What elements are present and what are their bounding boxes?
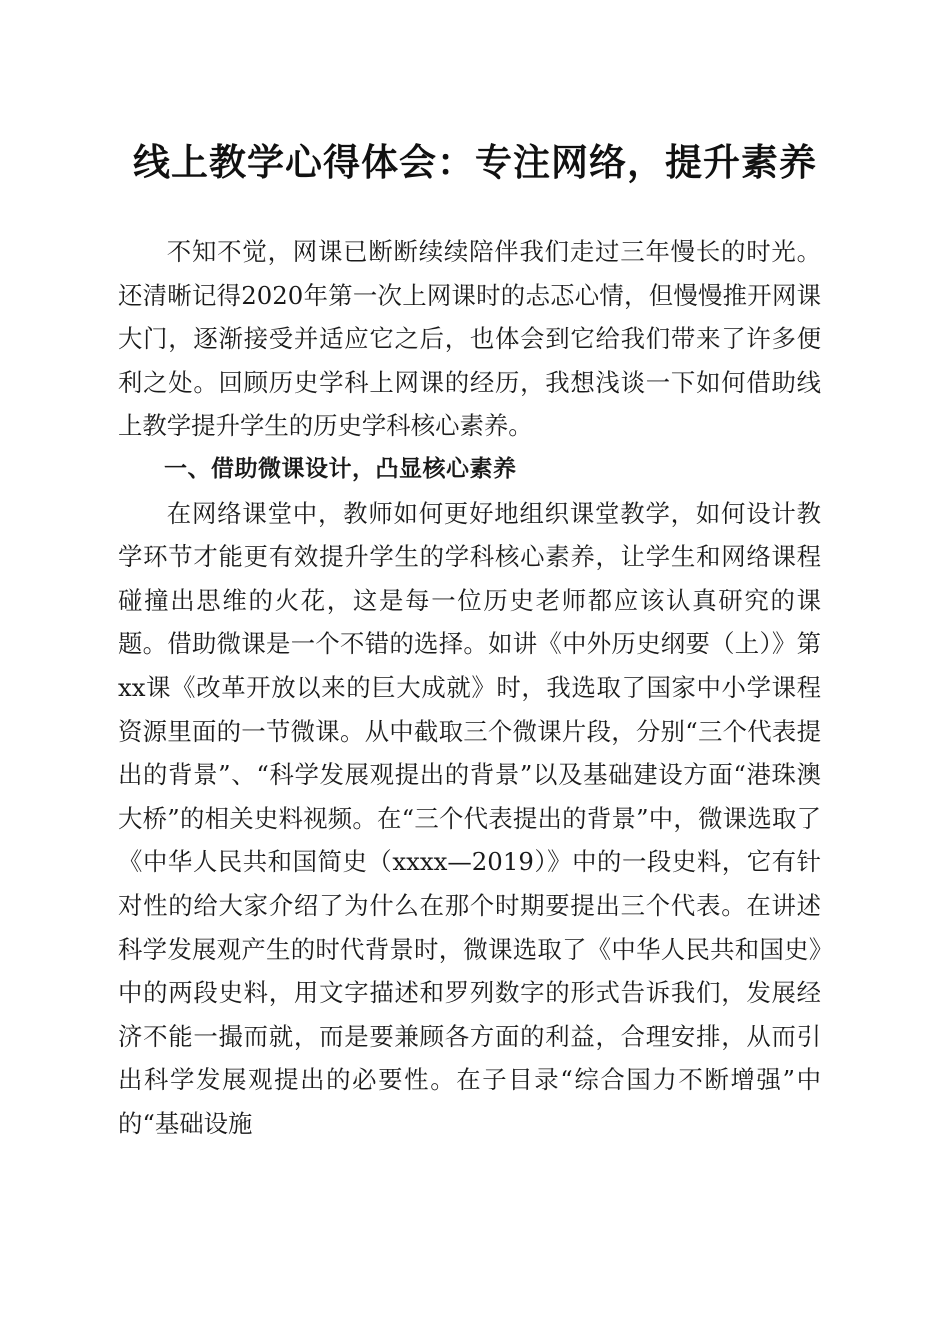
intro-paragraph: 不知不觉，网课已断断续续陪伴我们走过三年慢长的时光。还清晰记得2020年第一次上网课时的忐忑心情，但慢慢推开网课大门，逐渐接受并适应它之后，也体会到它给我们带来了许多便利之处。回顾历史学科上网课的经历，我想浅谈一下如何借助线上教学提升学生的历史学科核心素养。 — [118, 237, 821, 441]
document-title: 线上教学心得体会：专注网络，提升素养 — [133, 140, 817, 184]
section-paragraph: 在网络课堂中，教师如何更好地组织课堂教学，如何设计教学环节才能更有效提升学生的学科核心素养，让学生和网络课程碰撞出思维的火花，这是每一位历史老师都应该认真研究的课题。借助微课是一个不错的选择。如讲《中外历史纲要（上）》第xx课《改革开放以来的巨大成就》时，我选取了国家中小学课程资源里面的一节微课。从中截取三个微课片段，分别“三个代表提出的背景”、“科学发展观提出的背景”以及基础建设方面“港珠澳大桥”的相关史料视频。在“三个代表提出的背景”中，微课选取了《中华人民共和国简史（xxxx—2019）》中的一段史料，它有针对性的给大家介绍了为什么在那个时期要提出三个代表。在讲述科学发展观产生的时代背景时，微课选取了《中华人民共和国史》中的两段史料，用文字描述和罗列数字的形式告诉我们，发展经济不能一撮而就，而是要兼顾各方面的利益，合理安排，从而引出科学发展观提出的必要性。在子目录“综合国力不断增强”中的“基础设施 — [118, 498, 821, 1138]
document-body — [118, 230, 821, 1145]
section-heading: 一、借助微课设计，凸显核心素养 — [164, 455, 517, 482]
